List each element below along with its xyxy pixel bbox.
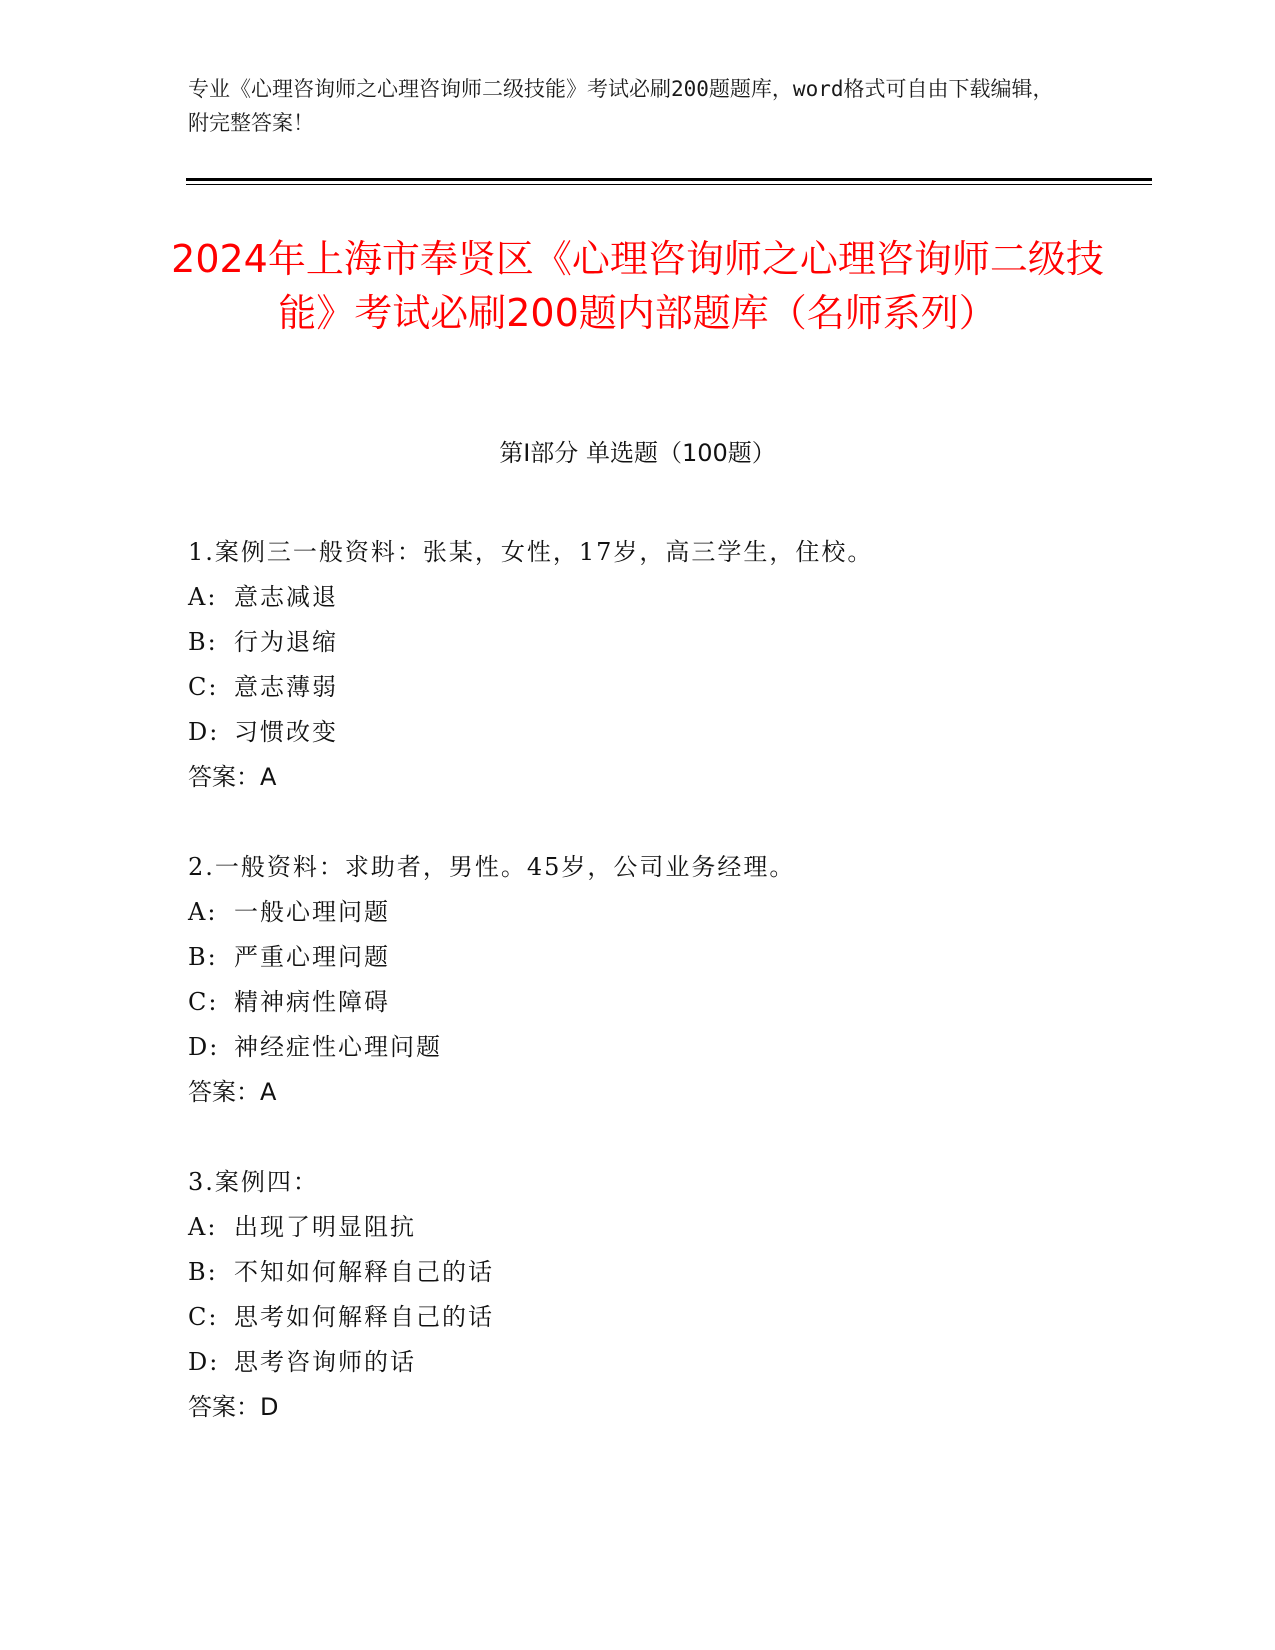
option-key: A: [188,1213,218,1241]
option-text: 神经症性心理问题 [234,1033,442,1061]
option-text: 精神病性障碍 [234,988,390,1016]
section-heading: 第Ⅰ部分 单选题（100题） [499,439,776,467]
answer-value: D [260,1393,279,1421]
question-item [188,845,1148,1115]
question-item [188,530,1148,800]
header-rule-thick [186,178,1152,181]
option-b [188,935,1148,980]
option-a [188,890,1148,935]
option-key: C: [188,988,219,1016]
option-text: 严重心理问题 [234,943,390,971]
answer-label: 答案： [188,763,260,791]
option-c [188,1295,1148,1340]
answer-label: 答案： [188,1078,260,1106]
option-key: D: [188,1348,220,1376]
option-text: 一般心理问题 [234,898,390,926]
option-c [188,665,1148,710]
option-d [188,1340,1148,1385]
option-key: B: [188,628,218,656]
answer-line [188,755,1148,800]
option-text: 习惯改变 [234,718,338,746]
option-key: A: [188,583,218,611]
answer-line [188,1070,1148,1115]
answer-line [188,1385,1148,1430]
answer-value: A [260,1078,277,1106]
option-text: 思考如何解释自己的话 [234,1303,494,1331]
question-stem: 1.案例三一般资料：张某，女性，17岁，高三学生，住校。 [188,538,874,566]
option-key: B: [188,1258,218,1286]
option-text: 行为退缩 [234,628,338,656]
option-key: D: [188,718,220,746]
question-list [188,530,1148,1475]
option-d [188,1025,1148,1070]
option-key: A: [188,898,218,926]
option-d [188,710,1148,755]
header-note: 专业《心理咨询师之心理咨询师二级技能》考试必刷200题题库，word格式可自由下载编辑，附完整答案！ [188,77,1054,135]
option-a [188,1205,1148,1250]
option-a [188,575,1148,620]
option-text: 出现了明显阻抗 [234,1213,416,1241]
question-stem: 3.案例四： [188,1168,319,1196]
option-key: C: [188,673,219,701]
option-key: B: [188,943,218,971]
answer-value: A [260,763,277,791]
document-title: 2024年上海市奉贤区《心理咨询师之心理咨询师二级技能》考试必刷200题内部题库（名师系列） [171,237,1104,335]
question-item [188,1160,1148,1430]
answer-label: 答案： [188,1393,260,1421]
option-text: 意志薄弱 [234,673,338,701]
option-key: D: [188,1033,220,1061]
option-text: 意志减退 [234,583,338,611]
option-key: C: [188,1303,219,1331]
header-rule-thin [186,184,1152,185]
option-text: 不知如何解释自己的话 [234,1258,494,1286]
option-c [188,980,1148,1025]
option-b [188,1250,1148,1295]
option-text: 思考咨询师的话 [234,1348,416,1376]
option-b [188,620,1148,665]
question-stem: 2.一般资料：求助者，男性。45岁，公司业务经理。 [188,853,796,881]
